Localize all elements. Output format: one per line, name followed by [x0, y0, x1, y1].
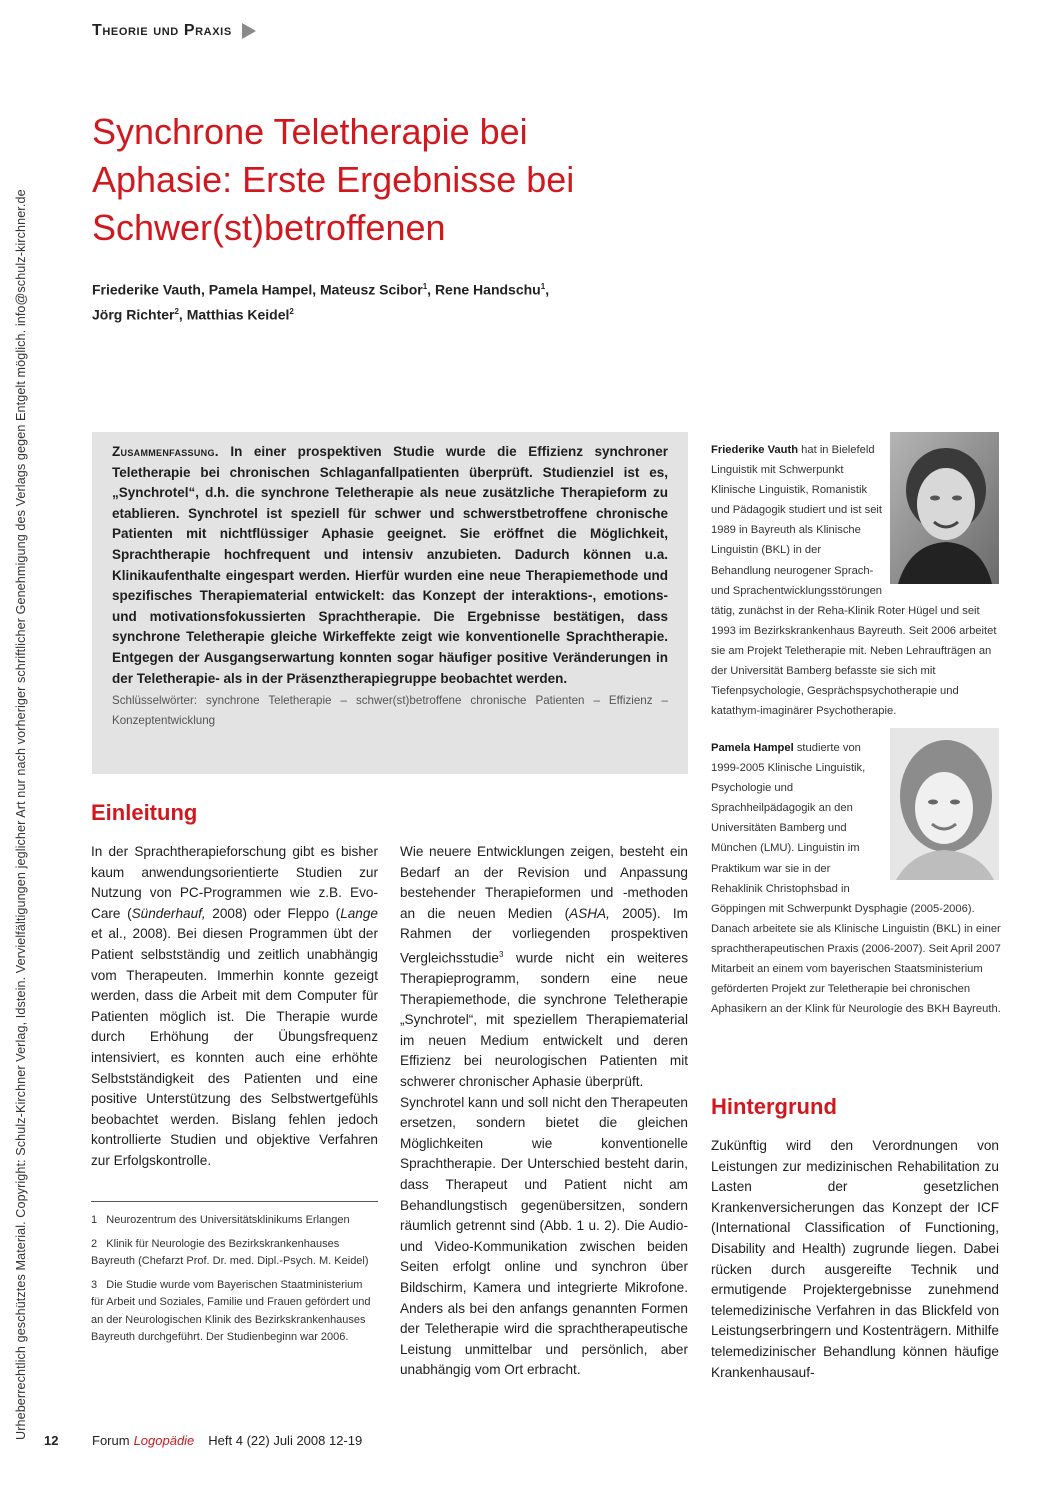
photo-spacer — [883, 738, 1001, 880]
page-footer — [44, 1433, 362, 1448]
footnote — [91, 1236, 378, 1271]
abstract-box — [92, 432, 688, 774]
author-affiliation: 1 — [422, 282, 428, 291]
bio-hampel — [711, 738, 1001, 1019]
play-triangle-icon — [242, 23, 256, 39]
text-run: Wie neuere Entwicklungen zeigen, besteht ein Bedarf an der Revision und Anpassung bestehender Therapieformen und -methoden an die neuen Medien ( — [400, 844, 688, 921]
author-name: Matthias Keidel — [186, 306, 290, 323]
author-affiliation: 2 — [289, 306, 294, 316]
einleitung-heading: Einleitung — [91, 800, 198, 825]
journal-name-accent: Logopädie — [133, 1433, 195, 1448]
abstract-lead: Zusammenfassung. — [112, 444, 219, 459]
hintergrund-paragraph: Zukünftig wird den Verordnungen von Leistungen zur medizinischen Rehabilitation zu Lasten der gesetzlichen Krankenversicherungen das Konzept der ICF (International Classification of Functioning, Disability and Health) zugrunde liegen. Dabei rücken durch ausgereifte Technik und ermutigende Projektergebnisse zunehmend telemedizinische Verfahren in das Blickfeld von Leistungserbringern und Kostenträgern. Mithilfe telemedizinischer Behandlung können häufige Krankenhausauf- — [711, 1138, 999, 1380]
issue-info: Heft 4 (22) Juli 2008 12-19 — [208, 1433, 363, 1448]
text-run: 2008) oder Fleppo ( — [205, 905, 341, 921]
title-line-3: Schwer(st)betroffenen — [92, 207, 446, 248]
author-name: Pamela Hampel — [208, 281, 313, 298]
abstract-body: In einer prospektiven Studie wurde die Effizienz synchroner Teletherapie bei chronischen Schlaganfallpatienten überprüft. Studienziel ist es, „Synchrotel“, d.h. die synchrone Teletherapie als neue zusätzliche Therapieform zu etablieren. Synchrotel ist speziell für schwer und schwerstbetroffene chronische Patienten mit nichtflüssiger Aphasie geeignet. Sie eröffnet die Möglichkeit, Sprachtherapie hochfrequent und intensiv anzubieten. Dadurch können u.a. Klinikaufenthalte eingespart werden. Hierfür wurden eine neue Therapiemethode und spezifisches Therapiematerial entwickelt: das Konzept der interaktions-, emotions- und motivationsfokussierten Sprachtherapie. Die Ergebnisse bestätigen, dass synchrone Teletherapie gleiche Wirkeffekte zeigt wie konventionelle Sprachtherapie. Entgegen der Ausgangserwartung konnten sogar häufiger positive Veränderungen in der Teletherapie- als in der Präsenztherapiegruppe beobachtet werden. — [112, 444, 668, 686]
abstract-text — [112, 442, 668, 689]
article-title — [92, 108, 692, 252]
bio-vauth — [711, 440, 1001, 721]
footnote — [91, 1212, 378, 1230]
text-run: In der Sprachtherapieforschung gibt es bisher kaum anwendungsorientierte Studien zur Nutzung von PC-Programmen wie z.B. Evo-Care ( — [91, 844, 378, 921]
section-label-text: Theorie und Praxis — [92, 22, 232, 39]
title-line-2: Aphasie: Erste Ergebnisse bei — [92, 159, 575, 200]
author-affiliation: 2 — [174, 306, 179, 316]
journal-name: Forum — [92, 1433, 130, 1448]
bio-name: Pamela Hampel — [711, 742, 794, 754]
bio-name: Friederike Vauth — [711, 444, 799, 456]
einleitung-column-2 — [400, 842, 688, 1381]
bio-text: studierte von 1999-2005 Klinische Linguistik, Psychologie und Sprachheilpädagogik an den Universitäten Bamberg und München (LMU). Linguistin im Praktikum war sie in der Rehaklinik Christophsbad in Göppingen mit Schwerpunkt Dysphagie (2005-2006). Danach arbeitete sie als Klinische Linguistin (BKL) in einer sprachtherapeutischen Praxis (2006-2007). Seit April 2007 Mitarbeit an einem vom bayerischen Staatsministerium geförderten Projekt zur Teletherapie bei chronischen Aphasikern an der Klink für Neurologie des BKH Bayreuth. — [711, 742, 1001, 1016]
footnote-text: Die Studie wurde vom Bayerischen Staatministerium für Arbeit und Soziales, Familie und Frauen gefördert und an der Neurologischen Klinik des Bezirkskrankenhauses Bayreuth durchgeführt. Der Studienbeginn war 2006. — [91, 1278, 371, 1343]
text-run: et al., 2008). Bei diesen Programmen übt der Patient selbstständig und zeitlich unabhängig vom Therapeuten. Immerhin konnte gezeigt werden, dass die Arbeit mit dem Computer für Patienten möglich ist. Die Therapie wurde durch Erhöhung der Übungsfrequenz intensiviert, es konnten auch eine erhöhte Selbstständigkeit des Patienten und eine positive Unterstützung des Selbstwertgefühls beobachtet werden. Bislang fehlen jedoch kontrollierte Studien und objektive Verfahren zur Erfolgskontrolle. — [91, 926, 378, 1168]
footnote-text: Neurozentrum des Universitätsklinikums Erlangen — [106, 1214, 350, 1226]
footnote-ref[interactable]: 3 — [499, 949, 504, 959]
author-name: Rene Handschu — [434, 281, 541, 298]
author-name: Jörg Richter — [92, 306, 175, 323]
citation-author: Lange — [340, 905, 378, 921]
bio-text: hat in Bielefeld Linguistik mit Schwerpunkt Klinische Linguistik, Romanistik und Pädagogik studiert und ist seit 1989 in Bayreuth als Klinische Linguistin (BKL) in der Behandlung neurogener Sprach- und Sprachentwicklungsstörungen tätig, zunächst in der Reha-Klinik Roter Hügel und seit 1993 im Bezirkskrankenhaus Bayreuth. Seit 2006 arbeitet sie am Projekt Teletherapie mit. Neben Lehraufträgen an der Universität Bamberg befasste sie sich mit Tiefenpsychologie, Gesprächspsychotherapie und katathym-imaginärer Psychotherapie. — [711, 444, 997, 718]
footnote-divider — [91, 1201, 378, 1202]
citation-author: ASHA, — [569, 905, 610, 921]
footnote-number: 1 — [91, 1214, 98, 1226]
author-name: Friederike Vauth — [92, 281, 201, 298]
hintergrund-column — [711, 1136, 999, 1383]
text-run: wurde nicht ein weiteres Therapieprogramm, sondern eine neue Therapiemethode, die synchrone Teletherapie „Synchrotel“, mit speziellem Therapiematerial im neuen Medium entwickelt und deren Effizienz bei neurologischen Patienten mit schwerer chronischer Aphasie überprüft. — [400, 950, 688, 1090]
keywords: Schlüsselwörter: synchrone Teletherapie – schwer(st)betroffene chronische Patienten – Effizienz – Konzeptentwicklung — [112, 694, 668, 728]
einleitung-paragraph-1 — [91, 842, 378, 1172]
title-line-1: Synchrone Teletherapie bei — [92, 111, 528, 152]
einleitung-column-1 — [91, 842, 378, 1172]
hintergrund-heading: Hintergrund — [711, 1094, 837, 1119]
footnote-number: 3 — [91, 1278, 98, 1291]
footnote-number: 2 — [91, 1237, 98, 1250]
author-list: Friederike Vauth, Pamela Hampel, Mateusz Scibor$^1$, Rene Handschu$^1$, Jörg Richter$^2$, Matthias Keidel$^2$ — [92, 281, 550, 323]
author-name: Mateusz Scibor — [320, 281, 423, 298]
footnote-text: Klinik für Neurologie des Bezirkskrankenhauses Bayreuth (Chefarzt Prof. Dr. med. Dipl.-Psych. M. Keidel) — [91, 1237, 369, 1267]
footnotes — [91, 1212, 378, 1353]
footnote — [91, 1277, 378, 1347]
text-run: 2005). Im Rahmen der vorliegenden prospektiven Vergleichsstudie — [400, 905, 688, 966]
citation-author: Sünderhauf, — [131, 905, 206, 921]
einleitung-paragraph-3: Synchrotel kann und soll nicht den Therapeuten ersetzen, sondern bietet die gleichen Möglichkeiten wie konventionelle Sprachtherapie. Der Unterschied besteht darin, dass Therapeut und Patient nicht am Behandlungstisch gegenübersitzen, sondern räumlich getrennt sind (Abb. 1 u. 2). Die Audio- und Video-Kommunikation zwischen beiden Seiten erfolgt online und synchron über Bildschirm, Kamera und integrierte Mikrofone. Anders als bei den anfangs genannten Formen der Teletherapie wird die sprachtherapeutische Leistung unmittelbar und persönlich, aber unabhängig vom Ort erbracht. — [400, 1094, 688, 1378]
einleitung-paragraph-2 — [400, 842, 688, 1093]
page-number: 12 — [44, 1433, 59, 1448]
copyright-sidebar: Urheberrechtlich geschütztes Material. Copyright: Schulz-Kirchner Verlag, Idstein. Vervielfältigungen jeglicher Art nur nach vorheriger schriftlicher Genehmigung des Verlags gegen Entgelt möglich. info@schulz-kirchner.de — [14, 189, 28, 1440]
section-label — [92, 22, 256, 40]
author-affiliation: 1 — [540, 282, 546, 291]
photo-spacer — [883, 440, 1001, 586]
